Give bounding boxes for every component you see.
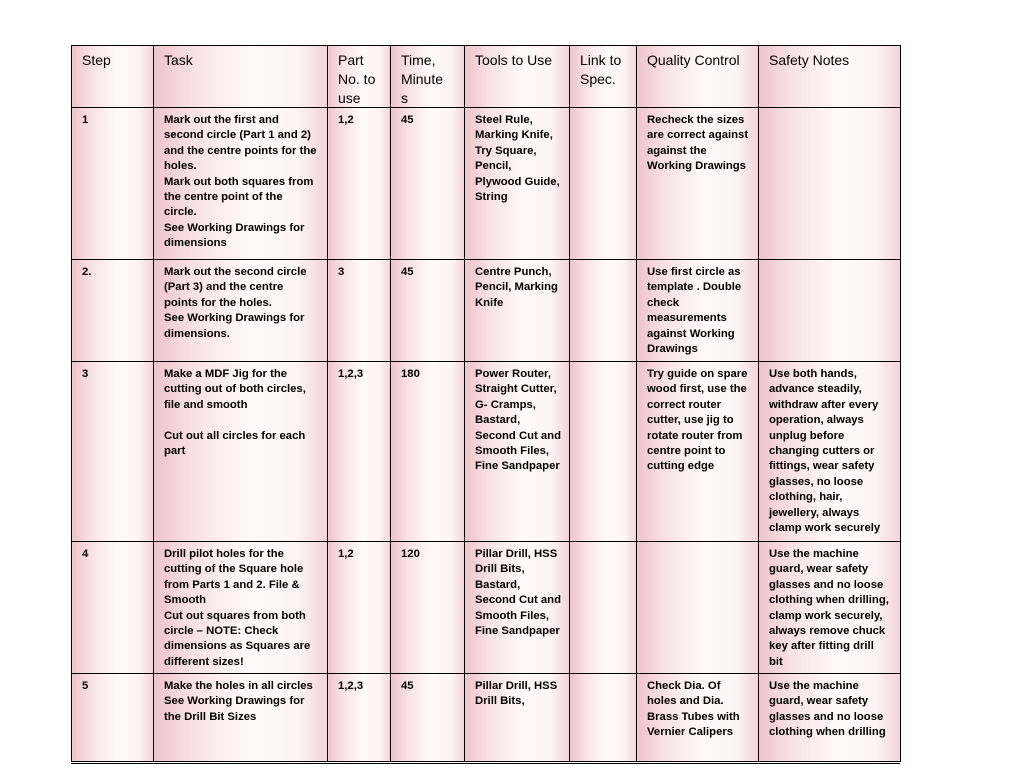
cell-qc-line: cutter, use jig to bbox=[647, 414, 734, 427]
cell-tools-line: Pillar Drill, HSS bbox=[475, 548, 558, 560]
cell-qc-line: holes and Dia. bbox=[647, 695, 724, 708]
cell-safety-line: Use both hands, bbox=[769, 368, 857, 380]
cell-qc-line: rotate router from bbox=[647, 429, 743, 442]
cell-qc-line: Check Dia. Of bbox=[647, 680, 721, 692]
table-row bbox=[72, 674, 901, 762]
cell-task-line: cutting out of both circles, bbox=[164, 383, 306, 396]
cell-link bbox=[570, 362, 637, 542]
cell-safety-line: clothing when drilling, bbox=[769, 594, 889, 607]
cell-step-line: 2. bbox=[82, 266, 92, 278]
cell-task-line: circle. bbox=[164, 206, 197, 219]
column-header-task bbox=[154, 46, 328, 108]
table-row bbox=[72, 362, 901, 542]
cell-tools-line: Try Square, bbox=[475, 144, 537, 157]
column-header-step bbox=[72, 46, 154, 108]
cell-tools-line: Smooth Files, bbox=[475, 445, 550, 458]
cell-part-line: 1,2,3 bbox=[338, 680, 364, 692]
cell-safety-line: key after fitting drill bbox=[769, 640, 874, 653]
cell-task-line: dimensions bbox=[164, 237, 227, 250]
cell-task bbox=[154, 362, 328, 542]
cell-safety-line: glasses and no loose bbox=[769, 710, 884, 723]
cell-step-line: 1 bbox=[82, 114, 89, 126]
cell-tools bbox=[465, 674, 570, 762]
cell-tools-line: Plywood Guide, bbox=[475, 175, 560, 188]
cell-qc-line: Drawings bbox=[647, 343, 698, 356]
cell-task-line: Cut out squares from both bbox=[164, 609, 306, 622]
cell-qc-line: template . Double bbox=[647, 281, 742, 294]
cell-task-line: different sizes! bbox=[164, 655, 244, 668]
table-row bbox=[72, 260, 901, 362]
cell-qc bbox=[637, 542, 759, 674]
cell-step bbox=[72, 674, 154, 762]
cell-qc-line: Recheck the sizes bbox=[647, 114, 745, 126]
cell-step-line: 4 bbox=[82, 548, 89, 560]
cell-task-line: file and smooth bbox=[164, 398, 248, 411]
cell-part-line: 1,2 bbox=[338, 114, 354, 126]
cell-time bbox=[391, 674, 465, 762]
cell-safety-line: bit bbox=[769, 655, 783, 668]
cell-step bbox=[72, 108, 154, 260]
column-header-link bbox=[570, 46, 637, 108]
cell-tools-line: Drill Bits, bbox=[475, 563, 525, 576]
cell-part bbox=[328, 108, 391, 260]
cell-safety bbox=[759, 108, 901, 260]
cell-safety-line: guard, wear safety bbox=[769, 563, 869, 576]
cell-task bbox=[154, 260, 328, 362]
cell-qc-line: check bbox=[647, 296, 680, 309]
column-header-task-line: Task bbox=[164, 52, 193, 68]
cell-qc bbox=[637, 674, 759, 762]
cell-safety-line: Use the machine bbox=[769, 548, 859, 560]
cell-task-line: cutting of the Square hole bbox=[164, 563, 304, 576]
cell-part-line: 1,2 bbox=[338, 548, 354, 560]
cell-task-line: See Working Drawings for bbox=[164, 221, 305, 234]
column-header-part-line: use bbox=[338, 90, 361, 106]
table-row bbox=[72, 108, 901, 260]
column-header-safety-line: Safety Notes bbox=[769, 52, 850, 68]
cell-tools-line: Steel Rule, bbox=[475, 114, 533, 126]
column-header-tools bbox=[465, 46, 570, 108]
cell-task-line: (Part 3) and the centre bbox=[164, 281, 284, 294]
cell-task-line: Mark out the first and bbox=[164, 114, 279, 126]
cell-safety-line: fittings, wear safety bbox=[769, 460, 875, 473]
cell-safety-line: clothing, hair, bbox=[769, 491, 843, 504]
cell-qc-line: cutting edge bbox=[647, 460, 715, 473]
cell-time-line: 45 bbox=[401, 266, 414, 278]
manufacturing-plan-table bbox=[71, 45, 901, 762]
cell-step bbox=[72, 362, 154, 542]
cell-safety-line: advance steadily, bbox=[769, 383, 862, 396]
column-header-qc-line: Quality Control bbox=[647, 52, 740, 68]
cell-qc-line: wood first, use the bbox=[647, 383, 747, 396]
cell-safety-line: changing cutters or bbox=[769, 445, 875, 458]
cell-task-line: part bbox=[164, 445, 186, 458]
cell-time bbox=[391, 260, 465, 362]
cell-tools-line: Knife bbox=[475, 296, 504, 309]
cell-tools-line: Second Cut and bbox=[475, 594, 561, 607]
cell-link bbox=[570, 674, 637, 762]
cell-task-line: Mark out both squares from bbox=[164, 175, 314, 188]
header-row bbox=[72, 46, 901, 108]
table-row bbox=[72, 542, 901, 674]
cell-qc-line: against Working bbox=[647, 327, 735, 340]
next-row-stub bbox=[71, 763, 900, 774]
cell-part-line: 1,2,3 bbox=[338, 368, 364, 380]
cell-task bbox=[154, 542, 328, 674]
cell-part-line: 3 bbox=[338, 266, 345, 278]
cell-tools-line: Drill Bits, bbox=[475, 695, 525, 708]
cell-link bbox=[570, 108, 637, 260]
cell-safety-line: guard, wear safety bbox=[769, 695, 869, 708]
cell-tools-line: Marking Knife, bbox=[475, 129, 553, 142]
cell-task-line bbox=[164, 413, 324, 428]
cell-safety-line: glasses and no loose bbox=[769, 578, 884, 591]
cell-tools-line: Smooth Files, bbox=[475, 609, 550, 622]
cell-link bbox=[570, 542, 637, 674]
cell-tools-line: Centre Punch, bbox=[475, 266, 552, 278]
cell-time bbox=[391, 108, 465, 260]
cell-safety bbox=[759, 260, 901, 362]
cell-task-line: Make the holes in all circles bbox=[164, 680, 313, 692]
cell-safety-line: glasses, no loose bbox=[769, 475, 864, 488]
cell-task-line: Mark out the second circle bbox=[164, 266, 307, 278]
cell-step bbox=[72, 260, 154, 362]
cell-time bbox=[391, 542, 465, 674]
cell-tools-line: Bastard, bbox=[475, 414, 521, 427]
cell-qc-line: Working Drawings bbox=[647, 160, 746, 173]
cell-safety-line: clothing when drilling bbox=[769, 726, 886, 739]
cell-tools bbox=[465, 542, 570, 674]
cell-safety-line: withdraw after every bbox=[769, 398, 879, 411]
cell-qc-line: against the bbox=[647, 144, 707, 157]
cell-safety-line: clamp work securely, bbox=[769, 609, 883, 622]
cell-tools-line: String bbox=[475, 191, 508, 204]
cell-part bbox=[328, 542, 391, 674]
column-header-qc bbox=[637, 46, 759, 108]
cell-safety bbox=[759, 542, 901, 674]
cell-safety-line: Use the machine bbox=[769, 680, 859, 692]
cell-qc-line: Brass Tubes with bbox=[647, 710, 740, 723]
cell-tools-line: Power Router, bbox=[475, 368, 551, 380]
cell-task bbox=[154, 108, 328, 260]
cell-task-line: dimensions as Squares are bbox=[164, 640, 311, 653]
cell-task-line: the Drill Bit Sizes bbox=[164, 710, 257, 723]
cell-tools bbox=[465, 260, 570, 362]
cell-time-line: 45 bbox=[401, 680, 414, 692]
cell-task-line: the centre point of the bbox=[164, 191, 283, 204]
cell-task-line: dimensions. bbox=[164, 327, 230, 340]
cell-part bbox=[328, 362, 391, 542]
cell-qc-line: Use first circle as bbox=[647, 266, 741, 278]
cell-task-line: Cut out all circles for each bbox=[164, 429, 306, 442]
column-header-time bbox=[391, 46, 465, 108]
cell-time-line: 120 bbox=[401, 548, 420, 560]
cell-qc bbox=[637, 362, 759, 542]
cell-tools-line: Pencil, Marking bbox=[475, 281, 558, 294]
cell-task-line: second circle (Part 1 and 2) bbox=[164, 129, 311, 142]
cell-link bbox=[570, 260, 637, 362]
cell-tools-line: G- Cramps, bbox=[475, 398, 536, 411]
cell-safety bbox=[759, 362, 901, 542]
cell-safety-line: operation, always bbox=[769, 414, 864, 427]
cell-task bbox=[154, 674, 328, 762]
cell-qc bbox=[637, 260, 759, 362]
cell-task-line: Smooth bbox=[164, 594, 207, 607]
cell-safety bbox=[759, 674, 901, 762]
cell-qc bbox=[637, 108, 759, 260]
cell-tools-line: Fine Sandpaper bbox=[475, 460, 560, 473]
cell-task-line: See Working Drawings for bbox=[164, 695, 305, 708]
cell-tools-line: Straight Cutter, bbox=[475, 383, 557, 396]
cell-task-line: circle – NOTE: Check bbox=[164, 625, 279, 638]
cell-time bbox=[391, 362, 465, 542]
column-header-time-line: Minute bbox=[401, 71, 444, 87]
cell-qc-line: centre point to bbox=[647, 445, 726, 458]
column-header-step-line: Step bbox=[82, 52, 111, 68]
cell-qc-line: Try guide on spare bbox=[647, 368, 748, 380]
cell-qc-line: measurements bbox=[647, 312, 727, 325]
cell-task-line: holes. bbox=[164, 160, 197, 173]
column-header-link-line: Spec. bbox=[580, 71, 616, 87]
cell-safety-line: clamp work securely bbox=[769, 522, 881, 535]
column-header-time-line: s bbox=[401, 90, 408, 106]
cell-tools-line: Bastard, bbox=[475, 578, 521, 591]
cell-task-line: points for the holes. bbox=[164, 296, 272, 309]
cell-tools bbox=[465, 108, 570, 260]
cell-task-line: Make a MDF Jig for the bbox=[164, 368, 288, 380]
cell-task-line: from Parts 1 and 2. File & bbox=[164, 578, 300, 591]
cell-step-line: 5 bbox=[82, 680, 89, 692]
cell-time-line: 180 bbox=[401, 368, 420, 380]
cell-step bbox=[72, 542, 154, 674]
column-header-part bbox=[328, 46, 391, 108]
cell-task-line: See Working Drawings for bbox=[164, 312, 305, 325]
column-header-time-line: Time, bbox=[401, 52, 436, 68]
cell-task-line: Drill pilot holes for the bbox=[164, 548, 284, 560]
cell-qc-line: Vernier Calipers bbox=[647, 726, 734, 739]
column-header-link-line: Link to bbox=[580, 52, 622, 68]
cell-part bbox=[328, 260, 391, 362]
cell-part bbox=[328, 674, 391, 762]
cell-tools-line: Pencil, bbox=[475, 160, 512, 173]
cell-safety-line: always remove chuck bbox=[769, 625, 886, 638]
cell-qc-line: are correct against bbox=[647, 129, 749, 142]
column-header-safety bbox=[759, 46, 901, 108]
cell-qc-line: correct router bbox=[647, 398, 722, 411]
cell-step-line: 3 bbox=[82, 368, 89, 380]
cell-tools-line: Fine Sandpaper bbox=[475, 625, 560, 638]
column-header-part-line: No. to bbox=[338, 71, 376, 87]
cell-safety-line: unplug before bbox=[769, 429, 845, 442]
column-header-part-line: Part bbox=[338, 52, 364, 68]
cell-safety-line: jewellery, always bbox=[769, 506, 860, 519]
cell-tools-line: Pillar Drill, HSS bbox=[475, 680, 558, 692]
cell-time-line: 45 bbox=[401, 114, 414, 126]
cell-tools bbox=[465, 362, 570, 542]
cell-task-line: and the centre points for the bbox=[164, 144, 317, 157]
cell-tools-line: Second Cut and bbox=[475, 429, 561, 442]
column-header-tools-line: Tools to Use bbox=[475, 52, 553, 68]
